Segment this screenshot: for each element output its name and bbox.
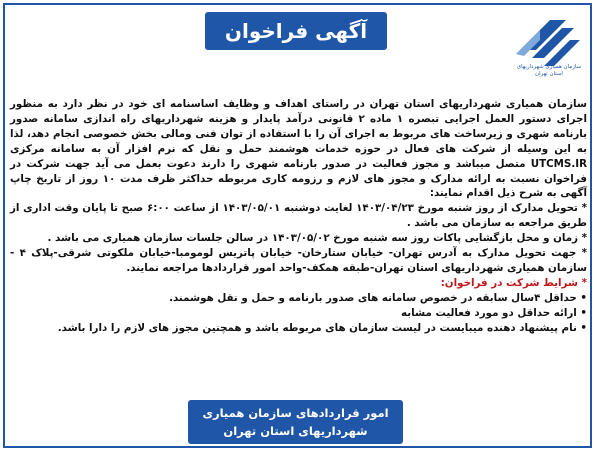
item-document-delivery: * تحویل مدارک از روز شنبه مورخ ۱۴۰۳/۰۴/۲۳ لغایت دوشنبه ۱۴۰۳/۰۵/۰۱ از ساعت ۶:۰۰ صبح تا پایان وقت اداری از طریق مراجعه به سازمان می باشد . xyxy=(10,202,588,230)
item-address: * جهت تحویل مدارک به آدرس تهران- خیابان ستارخان- خیابان پاتریس لومومبا-خیابان ملکوتی شرقی-پلاک ۴ - سازمان همیاری شهرداریهای استان تهران-طبقه همکف-واحد امور قراردادها مراجعه نمایند. xyxy=(10,247,587,274)
footer-line-1: امور قراردادهای سازمان همیاری xyxy=(202,406,389,420)
intro-paragraph: سازمان همیاری شهرداریهای استان تهران در راستای اهداف و وظایف اساسنامه ای خود در نظر دارد به منظور اجرای دستور العمل اجرایی تبصره ۱ ماده ۲ قانونی درآمد پایدار و هزینه شهرداریهای راه اندازی سامانه صدور بارنامه شهری و زیرساخت های مربوط به اجرای آن را با استفاده از توان فنی ومالی بخش خصوصی انجام دهد، لذا به این وسیله از شرکت های فعال در حوزه خدمات هوشمند حمل و نقل که نرم افزار آن به سامانه مرکزی UTCMS.IR متصل میباشد و مجوز فعالیت در صدور بارنامه شهری را دارند دعوت بعمل می آید جهت شرکت در فراخوان نسبت به ارائه مدارک و مجوز های لازم و رزومه کاری مربوطه حداکثر ظرف مدت ۱۰ روز از تاریخ چاپ آگهی به شرح ذیل اقدام نمایند: xyxy=(10,98,587,200)
logo-caption: سازمان همیاری شهرداریهای استان تهران xyxy=(516,64,582,77)
notice-body xyxy=(10,97,587,336)
signature-footer xyxy=(188,400,403,444)
notice-title: آگهی فراخوان عمومی xyxy=(205,12,387,50)
footer-line-2: شهرداریهای استان تهران xyxy=(223,424,368,438)
item-opening-envelopes: * زمان و محل بازگشایی پاکات روز سه شنبه مورخ ۱۴۰۳/۰۵/۰۲ در سالن جلسات سازمان همیاری می باشد . xyxy=(47,232,587,245)
condition-experience: • حداقل ۴سال سابقه در خصوص سامانه های صدور بارنامه و حمل و نقل هوشمند. xyxy=(169,291,587,304)
condition-registered-list: • نام پیشنهاد دهنده میبایست در لیست سازمان های مربوطه باشد و همچنین مجوز های لازم را دارا باشد. xyxy=(57,321,587,334)
conditions-heading: * شرایط شرکت در فراخوان: xyxy=(440,276,587,289)
condition-similar-activity: • ارائه حداقل دو مورد فعالیت مشابه xyxy=(401,306,587,319)
